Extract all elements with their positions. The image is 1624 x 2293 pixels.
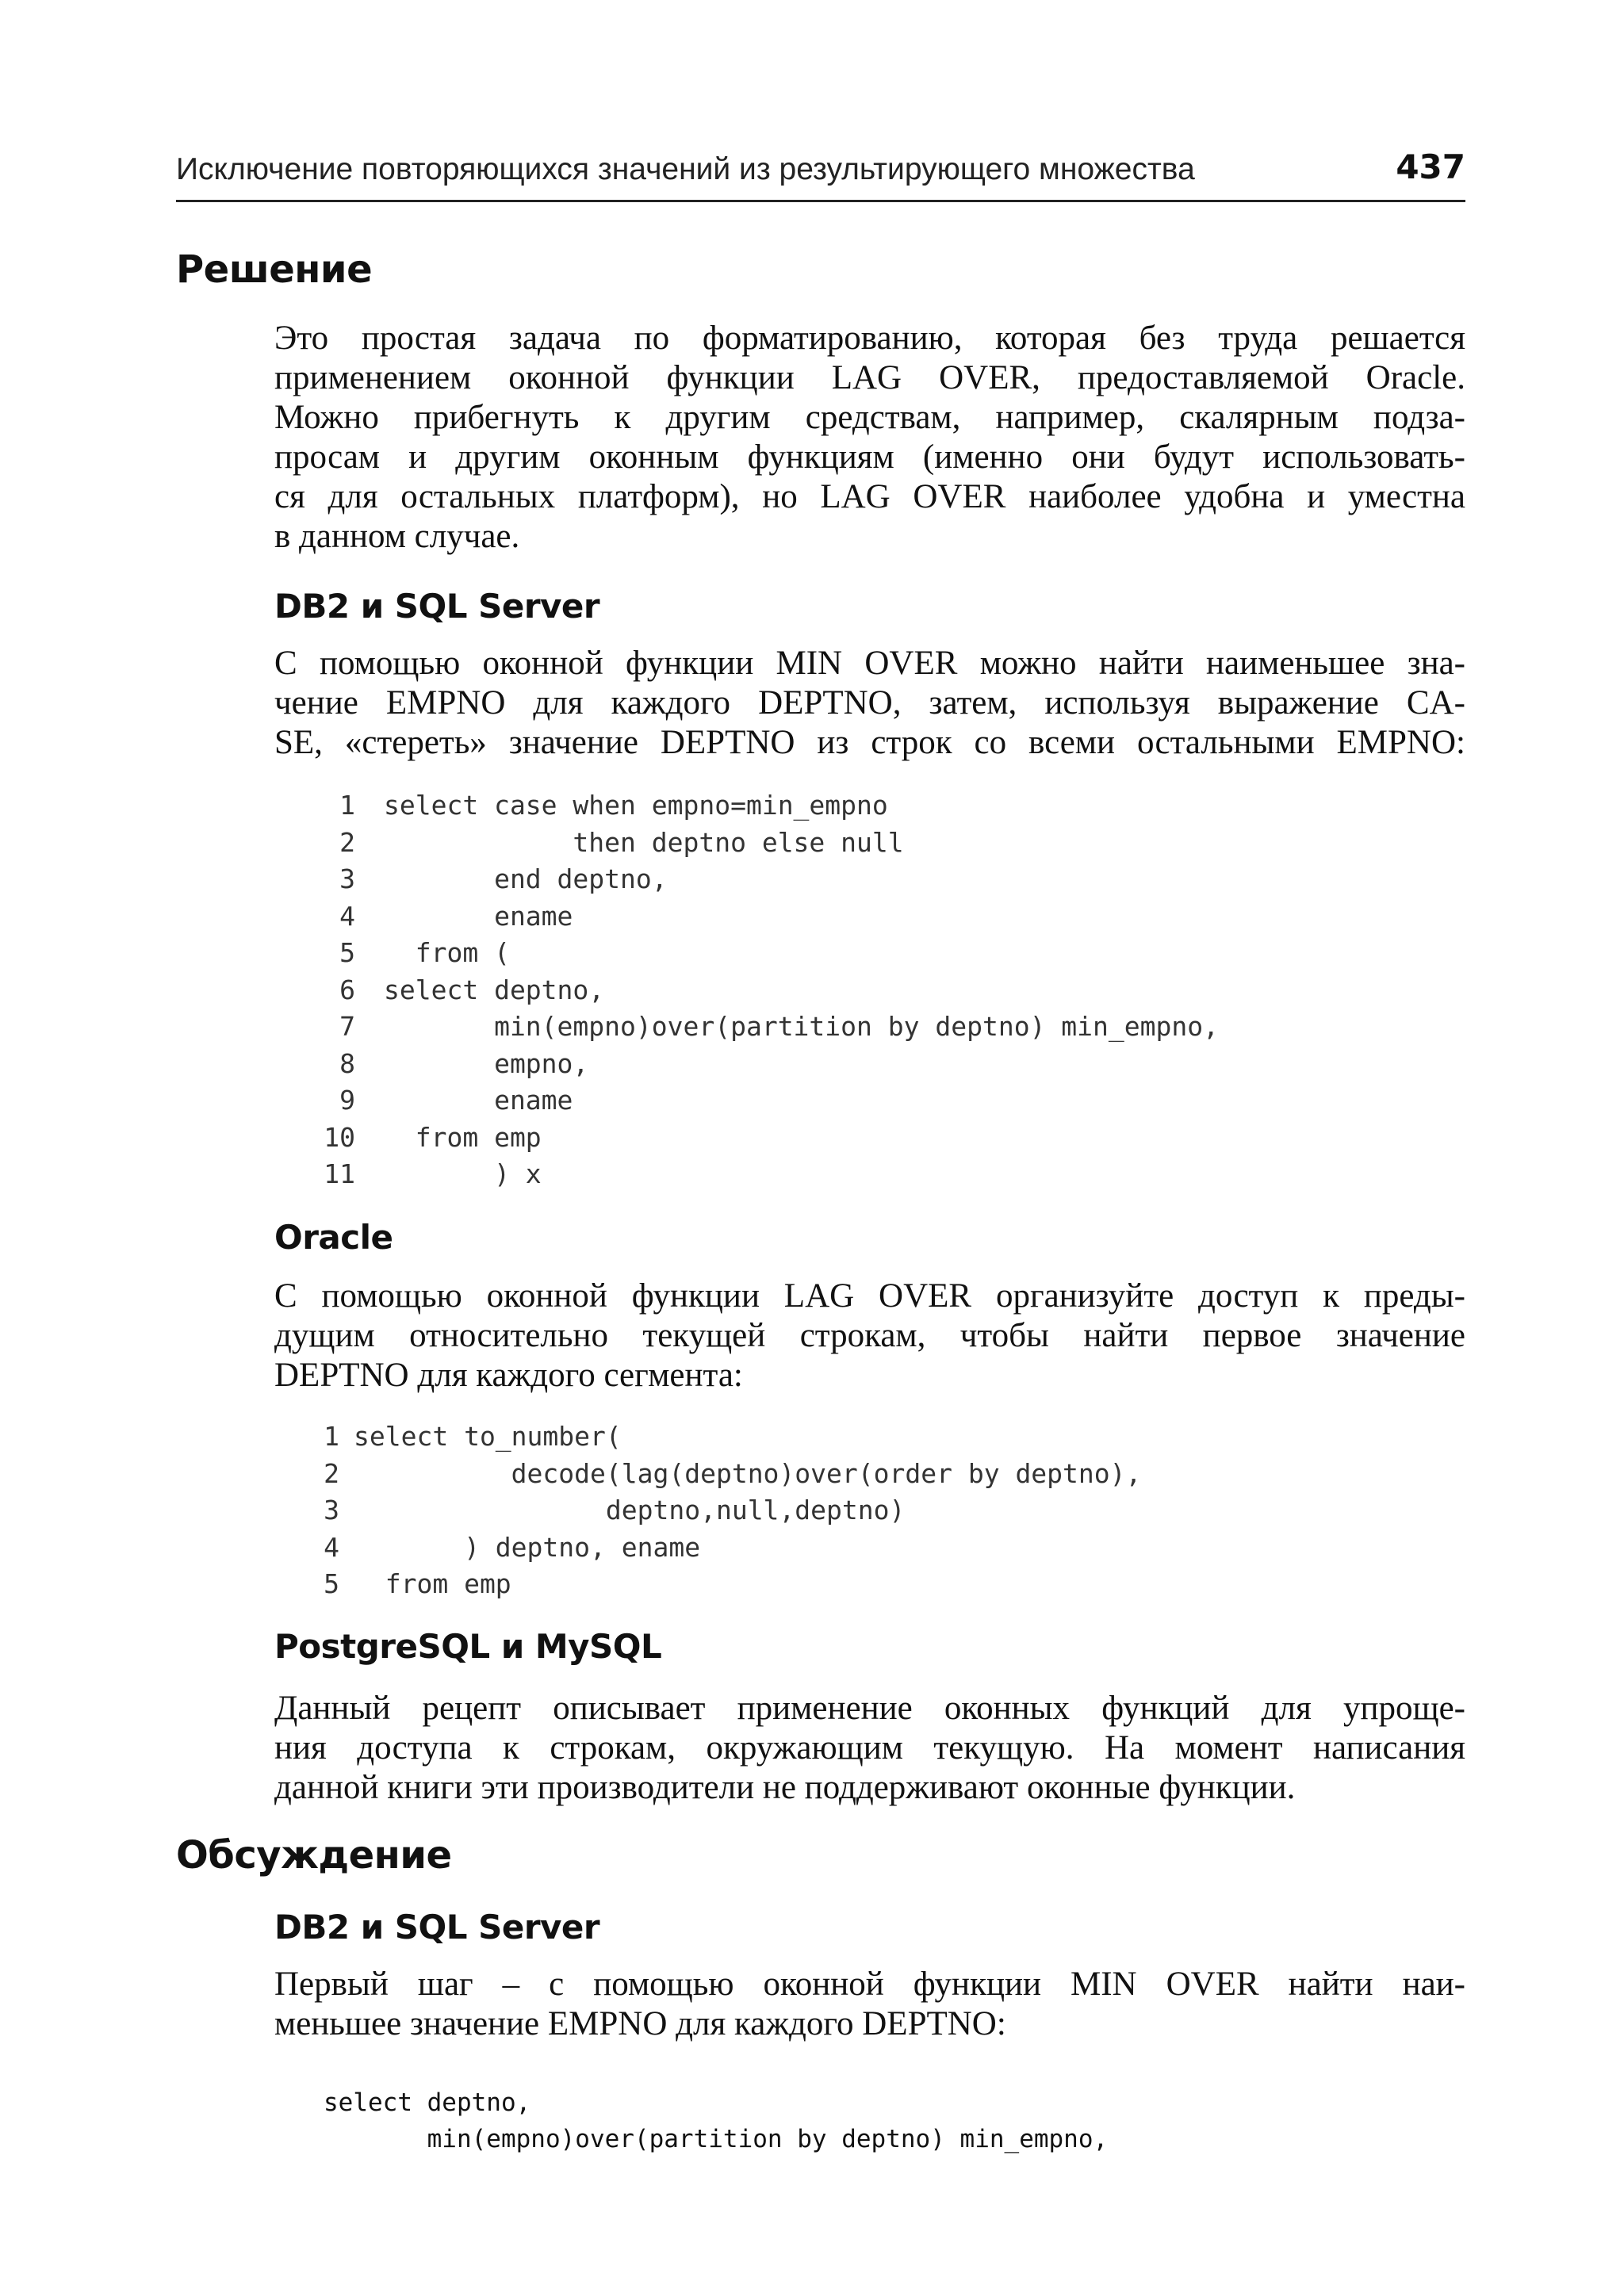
text-line: ния доступа к строкам, окружающим текущую. На момент написания <box>274 1729 1465 1767</box>
code-line <box>324 2125 1434 2161</box>
line-number: 1 <box>324 1421 339 1452</box>
code-line <box>301 1158 1411 1196</box>
text-line: просам и другим оконным функциям (именно они будут использовать- <box>274 438 1465 476</box>
oracle-solution-paragraph <box>274 1277 1465 1395</box>
db2-discussion-paragraph <box>274 1965 1465 2044</box>
code-text: ) deptno, ename <box>354 1531 701 1563</box>
code-line <box>301 1421 1411 1458</box>
code-text: deptno,null,deptno) <box>354 1495 906 1525</box>
line-number: 3 <box>324 1495 339 1525</box>
code-line <box>301 1458 1411 1495</box>
postgres-solution-paragraph <box>274 1689 1465 1808</box>
line-number: 2 <box>324 1457 339 1489</box>
code-line <box>301 1568 1411 1606</box>
code-line <box>301 1495 1411 1532</box>
line-number: 4 <box>339 900 355 932</box>
db2-solution-paragraph <box>274 644 1465 763</box>
code-line <box>301 901 1411 938</box>
subsection-heading-oracle: Oracle <box>274 1218 393 1257</box>
line-number: 5 <box>324 1568 339 1599</box>
text-line: применением оконной функции LAG OVER, предоставляемой Oracle. <box>274 359 1465 396</box>
code-line <box>301 937 1411 974</box>
running-title: Исключение повторяющихся значений из результирующего множества <box>176 152 1195 186</box>
code-text: min(empno)over(partition by deptno) min_empno, <box>324 2125 1109 2153</box>
code-text: end deptno, <box>384 863 668 894</box>
text-line: чение EMPNO для каждого DEPTNO, затем, используя выражение CA- <box>274 684 1465 722</box>
line-number: 10 <box>324 1121 355 1153</box>
code-line <box>301 1011 1411 1048</box>
code-text: select deptno, <box>384 974 605 1005</box>
text-line: Можно прибегнуть к другим средствам, например, скалярным подза- <box>274 399 1465 436</box>
code-line <box>301 827 1411 864</box>
line-number: 4 <box>324 1531 339 1563</box>
running-header <box>176 146 1465 202</box>
section-heading-discussion: Обсуждение <box>176 1833 452 1878</box>
code-text: select deptno, <box>324 2088 531 2117</box>
line-number: 5 <box>339 937 355 968</box>
page-number: 437 <box>1396 147 1465 186</box>
line-number: 2 <box>339 826 355 858</box>
line-number: 6 <box>339 974 355 1005</box>
text-line: данной книги эти производители не поддерживают оконные функции. <box>274 1769 1296 1806</box>
line-number: 9 <box>339 1085 355 1116</box>
text-line: дущим относительно текущей строкам, чтобы найти первое значение <box>274 1317 1465 1354</box>
code-line <box>301 1085 1411 1122</box>
line-number: 8 <box>339 1047 355 1079</box>
text-line: в данном случае. <box>274 518 520 555</box>
code-line <box>324 2088 1434 2125</box>
text-line: С помощью оконной функции LAG OVER организуйте доступ к преды- <box>274 1277 1465 1315</box>
text-line: ся для остальных платформ), но LAG OVER наиболее удобна и уместна <box>274 478 1465 515</box>
code-text: from ( <box>384 937 510 968</box>
code-listing-discussion <box>324 2088 1434 2161</box>
code-text: empno, <box>384 1047 589 1079</box>
code-text: from emp <box>384 1121 542 1153</box>
code-text: ename <box>384 900 573 932</box>
line-number: 11 <box>324 1158 355 1189</box>
line-number: 1 <box>339 790 355 821</box>
text-line: меньшее значение EMPNO для каждого DEPTNO: <box>274 2005 1006 2042</box>
code-text: from emp <box>354 1568 511 1599</box>
code-text: decode(lag(deptno)over(order by deptno), <box>354 1457 1142 1489</box>
code-text: min(empno)over(partition by deptno) min_empno, <box>384 1011 1219 1042</box>
code-line <box>301 1048 1411 1085</box>
code-text: select case when empno=min_empno <box>384 790 888 821</box>
text-line: Первый шаг – с помощью оконной функции MIN OVER найти наи- <box>274 1966 1465 2003</box>
code-text: then deptno else null <box>384 826 904 858</box>
subsection-heading-postgresql-mysql: PostgreSQL и MySQL <box>274 1627 662 1666</box>
text-line: Это простая задача по форматированию, которая без труда решается <box>274 320 1465 357</box>
code-text: select to_number( <box>354 1421 622 1452</box>
section-heading-solution: Решение <box>176 247 373 292</box>
code-text: ) x <box>384 1158 542 1189</box>
text-line: С помощью оконной функции MIN OVER можно найти наименьшее зна- <box>274 645 1465 682</box>
subsection-heading-db2-sqlserver-discussion: DB2 и SQL Server <box>274 1908 600 1947</box>
code-line <box>301 790 1411 827</box>
line-number: 7 <box>339 1011 355 1042</box>
code-listing-db2 <box>301 790 1411 1196</box>
text-line: DEPTNO для каждого сегмента: <box>274 1357 743 1394</box>
solution-intro-paragraph <box>274 319 1465 557</box>
code-line <box>301 974 1411 1012</box>
line-number: 3 <box>339 863 355 894</box>
text-line: Данный рецепт описывает применение оконных функций для упроще- <box>274 1690 1465 1727</box>
code-text: ename <box>384 1085 573 1116</box>
code-line <box>301 1532 1411 1569</box>
text-line: SE, «стереть» значение DEPTNO из строк со всеми остальными EMPNO: <box>274 724 1465 761</box>
code-listing-oracle <box>301 1421 1411 1606</box>
code-line <box>301 1122 1411 1159</box>
subsection-heading-db2-sqlserver: DB2 и SQL Server <box>274 587 600 626</box>
code-line <box>301 863 1411 901</box>
